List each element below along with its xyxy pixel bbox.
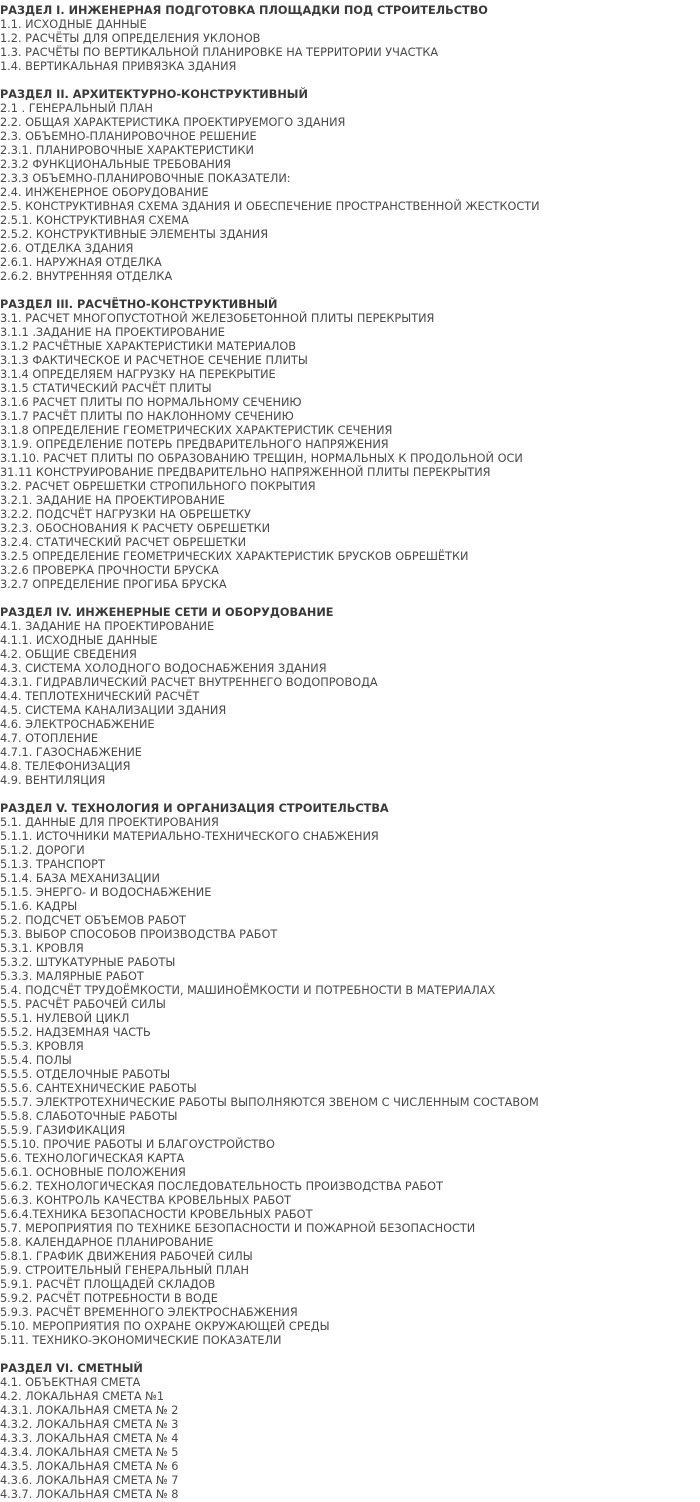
toc-item: 4.8. ТЕЛЕФОНИЗАЦИЯ xyxy=(0,760,131,773)
toc-item: 3.2.3. ОБОСНОВАНИЯ К РАСЧЕТУ ОБРЕШЕТКИ xyxy=(0,522,271,535)
toc-item: 4.3.2. ЛОКАЛЬНАЯ СМЕТА № 3 xyxy=(0,1418,179,1431)
section-title: РАЗДЕЛ I. ИНЖЕНЕРНАЯ ПОДГОТОВКА ПЛОЩАДКИ ПОД СТРОИТЕЛЬСТВО xyxy=(0,4,488,17)
toc-section xyxy=(0,606,700,788)
toc-item: 4.3.1. ГИДРАВЛИЧЕСКИЙ РАСЧЕТ ВНУТРЕННЕГО ВОДОПРОВОДА xyxy=(0,676,378,689)
toc-section xyxy=(0,298,700,592)
toc-item: 4.1. ЗАДАНИЕ НА ПРОЕКТИРОВАНИЕ xyxy=(0,620,215,633)
toc-item: 2.2. ОБЩАЯ ХАРАКТЕРИСТИКА ПРОЕКТИРУЕМОГО ЗДАНИЯ xyxy=(0,116,346,129)
section-title: РАЗДЕЛ II. АРХИТЕКТУРНО-КОНСТРУКТИВНЫЙ xyxy=(0,88,308,101)
toc-item: 5.5.9. ГАЗИФИКАЦИЯ xyxy=(0,1124,126,1137)
toc-item: 5.5.5. ОТДЕЛОЧНЫЕ РАБОТЫ xyxy=(0,1068,171,1081)
toc-item: 5.10. МЕРОПРИЯТИЯ ПО ОХРАНЕ ОКРУЖАЮЩЕЙ СРЕДЫ xyxy=(0,1320,330,1333)
toc-item: 5.5.3. КРОВЛЯ xyxy=(0,1040,84,1053)
toc-item: 3.1.2 РАСЧЁТНЫЕ ХАРАКТЕРИСТИКИ МАТЕРИАЛОВ xyxy=(0,340,297,353)
toc-item: 2.4. ИНЖЕНЕРНОЕ ОБОРУДОВАНИЕ xyxy=(0,186,209,199)
toc-item: 5.8.1. ГРАФИК ДВИЖЕНИЯ РАБОЧЕЙ СИЛЫ xyxy=(0,1250,253,1263)
toc-item: 5.8. КАЛЕНДАРНОЕ ПЛАНИРОВАНИЕ xyxy=(0,1236,214,1249)
toc-item: 5.5. РАСЧЁТ РАБОЧЕЙ СИЛЫ xyxy=(0,998,166,1011)
toc-item: 5.9.1. РАСЧЁТ ПЛОЩАДЕЙ СКЛАДОВ xyxy=(0,1278,216,1291)
toc-item: 5.3.2. ШТУКАТУРНЫЕ РАБОТЫ xyxy=(0,956,176,969)
toc-item: 4.6. ЭЛЕКТРОСНАБЖЕНИЕ xyxy=(0,718,155,731)
toc-item: 5.1.3. ТРАНСПОРТ xyxy=(0,858,105,871)
toc-item: 5.1.4. БАЗА МЕХАНИЗАЦИИ xyxy=(0,872,160,885)
toc-item: 3.1.4 ОПРЕДЕЛЯЕМ НАГРУЗКУ НА ПЕРЕКРЫТИЕ xyxy=(0,368,276,381)
toc-item: 5.5.6. САНТЕХНИЧЕСКИЕ РАБОТЫ xyxy=(0,1082,197,1095)
toc-item: 2.5. КОНСТРУКТИВНАЯ СХЕМА ЗДАНИЯ И ОБЕСПЕЧЕНИЕ ПРОСТРАНСТВЕННОЙ ЖЕСТКОСТИ xyxy=(0,200,540,213)
toc-item: 2.3.3 ОБЪЕМНО-ПЛАНИРОВОЧНЫЕ ПОКАЗАТЕЛИ: xyxy=(0,172,291,185)
toc-item: 5.2. ПОДСЧЕТ ОБЪЕМОВ РАБОТ xyxy=(0,914,186,927)
toc-item: 2.5.1. КОНСТРУКТИВНАЯ СХЕМА xyxy=(0,214,189,227)
toc-item: 5.5.10. ПРОЧИЕ РАБОТЫ И БЛАГОУСТРОЙСТВО xyxy=(0,1138,275,1151)
toc-item: 2.6.1. НАРУЖНАЯ ОТДЕЛКА xyxy=(0,256,162,269)
toc-item: 3.1.6 РАСЧЕТ ПЛИТЫ ПО НОРМАЛЬНОМУ СЕЧЕНИЮ xyxy=(0,396,302,409)
toc-item: 4.3.1. ЛОКАЛЬНАЯ СМЕТА № 2 xyxy=(0,1404,179,1417)
toc-section xyxy=(0,1362,700,1502)
toc-item: 3.1.1 .ЗАДАНИЕ НА ПРОЕКТИРОВАНИЕ xyxy=(0,326,225,339)
toc-item: 5.5.4. ПОЛЫ xyxy=(0,1054,72,1067)
toc-item: 5.9.3. РАСЧЁТ ВРЕМЕННОГО ЭЛЕКТРОСНАБЖЕНИЯ xyxy=(0,1306,298,1319)
toc-item: 5.9. СТРОИТЕЛЬНЫЙ ГЕНЕРАЛЬНЫЙ ПЛАН xyxy=(0,1264,250,1277)
toc-item: 5.6.2. ТЕХНОЛОГИЧЕСКАЯ ПОСЛЕДОВАТЕЛЬНОСТЬ ПРОИЗВОДСТВА РАБОТ xyxy=(0,1180,443,1193)
toc-item: 3.1.7 РАСЧЁТ ПЛИТЫ ПО НАКЛОННОМУ СЕЧЕНИЮ xyxy=(0,410,294,423)
toc-item: 5.1. ДАННЫЕ ДЛЯ ПРОЕКТИРОВАНИЯ xyxy=(0,816,219,829)
toc-item: 4.3.5. ЛОКАЛЬНАЯ СМЕТА № 6 xyxy=(0,1460,179,1473)
toc-item: 5.5.1. НУЛЕВОЙ ЦИКЛ xyxy=(0,1012,130,1025)
toc-item: 2.5.2. КОНСТРУКТИВНЫЕ ЭЛЕМЕНТЫ ЗДАНИЯ xyxy=(0,228,269,241)
toc-item: 3.2.5 ОПРЕДЕЛЕНИЕ ГЕОМЕТРИЧЕСКИХ ХАРАКТЕРИСТИК БРУСКОВ ОБРЕШЁТКИ xyxy=(0,550,469,563)
toc-item: 3.1.9. ОПРЕДЕЛЕНИЕ ПОТЕРЬ ПРЕДВАРИТЕЛЬНОГО НАПРЯЖЕНИЯ xyxy=(0,438,389,451)
toc-item: 5.1.6. КАДРЫ xyxy=(0,900,78,913)
section-title: РАЗДЕЛ VI. СМЕТНЫЙ xyxy=(0,1362,143,1375)
toc-item: 3.2.1. ЗАДАНИЕ НА ПРОЕКТИРОВАНИЕ xyxy=(0,494,225,507)
toc-item: 5.4. ПОДСЧЁТ ТРУДОЁМКОСТИ, МАШИНОЁМКОСТИ И ПОТРЕБНОСТИ В МАТЕРИАЛАХ xyxy=(0,984,496,997)
toc-item: 4.1. ОБЪЕКТНАЯ СМЕТА xyxy=(0,1376,141,1389)
toc-item: 5.6. ТЕХНОЛОГИЧЕСКАЯ КАРТА xyxy=(0,1152,185,1165)
toc-item: 3.2.6 ПРОВЕРКА ПРОЧНОСТИ БРУСКА xyxy=(0,564,219,577)
toc-item: 5.11. ТЕХНИКО-ЭКОНОМИЧЕСКИЕ ПОКАЗАТЕЛИ xyxy=(0,1334,282,1347)
toc-item: 4.5. СИСТЕМА КАНАЛИЗАЦИИ ЗДАНИЯ xyxy=(0,704,227,717)
section-title: РАЗДЕЛ III. РАСЧЁТНО-КОНСТРУКТИВНЫЙ xyxy=(0,298,278,311)
toc-item: 5.1.1. ИСТОЧНИКИ МАТЕРИАЛЬНО-ТЕХНИЧЕСКОГО СНАБЖЕНИЯ xyxy=(0,830,379,843)
toc-item: 3.2.4. СТАТИЧЕСКИЙ РАСЧЕТ ОБРЕШЕТКИ xyxy=(0,536,247,549)
toc-item: 2.3.2 ФУНКЦИОНАЛЬНЫЕ ТРЕБОВАНИЯ xyxy=(0,158,231,171)
toc-item: 3.1.10. РАСЧЕТ ПЛИТЫ ПО ОБРАЗОВАНИЮ ТРЕЩИН, НОРМАЛЬНЫХ К ПРОДОЛЬНОЙ ОСИ xyxy=(0,452,523,465)
toc-item: 4.4. ТЕПЛОТЕХНИЧЕСКИЙ РАСЧЁТ xyxy=(0,690,200,703)
toc-item: 1.3. РАСЧЁТЫ ПО ВЕРТИКАЛЬНОЙ ПЛАНИРОВКЕ НА ТЕРРИТОРИИ УЧАСТКА xyxy=(0,46,439,59)
toc-section xyxy=(0,88,700,284)
toc-item: 1.1. ИСХОДНЫЕ ДАННЫЕ xyxy=(0,18,147,31)
toc-item: 4.3.3. ЛОКАЛЬНАЯ СМЕТА № 4 xyxy=(0,1432,179,1445)
toc-item: 5.9.2. РАСЧЁТ ПОТРЕБНОСТИ В ВОДЕ xyxy=(0,1292,218,1305)
toc-item: 3.2.7 ОПРЕДЕЛЕНИЕ ПРОГИБА БРУСКА xyxy=(0,578,227,591)
toc-item: 3.1.3 ФАКТИЧЕСКОЕ И РАСЧЕТНОЕ СЕЧЕНИЕ ПЛИТЫ xyxy=(0,354,308,367)
toc-item: 2.3. ОБЪЕМНО-ПЛАНИРОВОЧНОЕ РЕШЕНИЕ xyxy=(0,130,257,143)
section-title: РАЗДЕЛ IV. ИНЖЕНЕРНЫЕ СЕТИ И ОБОРУДОВАНИЕ xyxy=(0,606,334,619)
toc-item: 2.6.2. ВНУТРЕННЯЯ ОТДЕЛКА xyxy=(0,270,173,283)
toc-item: 4.7. ОТОПЛЕНИЕ xyxy=(0,732,99,745)
toc-item: 4.3.6. ЛОКАЛЬНАЯ СМЕТА № 7 xyxy=(0,1474,179,1487)
toc-item: 4.2. ЛОКАЛЬНАЯ СМЕТА №1 xyxy=(0,1390,165,1403)
toc-item: 4.9. ВЕНТИЛЯЦИЯ xyxy=(0,774,106,787)
toc-item: 3.2.2. ПОДСЧЁТ НАГРУЗКИ НА ОБРЕШЕТКУ xyxy=(0,508,251,521)
toc-item: 5.1.5. ЭНЕРГО- И ВОДОСНАБЖЕНИЕ xyxy=(0,886,212,899)
toc-item: 5.3.1. КРОВЛЯ xyxy=(0,942,84,955)
toc-item: 5.6.4.ТЕХНИКА БЕЗОПАСНОСТИ КРОВЕЛЬНЫХ РАБОТ xyxy=(0,1208,313,1221)
toc-item: 5.5.7. ЭЛЕКТРОТЕХНИЧЕСКИЕ РАБОТЫ ВЫПОЛНЯЮТСЯ ЗВЕНОМ С ЧИСЛЕННЫМ СОСТАВОМ xyxy=(0,1096,539,1109)
toc-item: 5.6.1. ОСНОВНЫЕ ПОЛОЖЕНИЯ xyxy=(0,1166,186,1179)
toc-item: 4.3.7. ЛОКАЛЬНАЯ СМЕТА № 8 xyxy=(0,1488,179,1501)
toc-item: 4.1.1. ИСХОДНЫЕ ДАННЫЕ xyxy=(0,634,158,647)
toc-item: 5.3.3. МАЛЯРНЫЕ РАБОТ xyxy=(0,970,144,983)
toc-item: 5.5.2. НАДЗЕМНАЯ ЧАСТЬ xyxy=(0,1026,151,1039)
toc-item: 1.2. РАСЧЁТЫ ДЛЯ ОПРЕДЕЛЕНИЯ УКЛОНОВ xyxy=(0,32,261,45)
toc-item: 3.2. РАСЧЕТ ОБРЕШЕТКИ СТРОПИЛЬНОГО ПОКРЫТИЯ xyxy=(0,480,316,493)
toc-item: 5.3. ВЫБОР СПОСОБОВ ПРОИЗВОДСТВА РАБОТ xyxy=(0,928,278,941)
toc-item: 4.3. СИСТЕМА ХОЛОДНОГО ВОДОСНАБЖЕНИЯ ЗДАНИЯ xyxy=(0,662,327,675)
toc-item: 1.4. ВЕРТИКАЛЬНАЯ ПРИВЯЗКА ЗДАНИЯ xyxy=(0,60,237,73)
toc-item: 5.1.2. ДОРОГИ xyxy=(0,844,85,857)
toc-item: 5.7. МЕРОПРИЯТИЯ ПО ТЕХНИКЕ БЕЗОПАСНОСТИ И ПОЖАРНОЙ БЕЗОПАСНОСТИ xyxy=(0,1222,476,1235)
toc-item: 4.7.1. ГАЗОСНАБЖЕНИЕ xyxy=(0,746,142,759)
toc-item: 3.1. РАСЧЕТ МНОГОПУСТОТНОЙ ЖЕЛЕЗОБЕТОННОЙ ПЛИТЫ ПЕРЕКРЫТИЯ xyxy=(0,312,435,325)
toc-item: 2.6. ОТДЕЛКА ЗДАНИЯ xyxy=(0,242,134,255)
section-title: РАЗДЕЛ V. ТЕХНОЛОГИЯ И ОРГАНИЗАЦИЯ СТРОИТЕЛЬСТВА xyxy=(0,802,389,815)
toc-item: 3.1.5 СТАТИЧЕСКИЙ РАСЧЁТ ПЛИТЫ xyxy=(0,382,212,395)
toc-section xyxy=(0,4,700,74)
toc-item: 3.1.8 ОПРЕДЕЛЕНИЕ ГЕОМЕТРИЧЕСКИХ ХАРАКТЕРИСТИК СЕЧЕНИЯ xyxy=(0,424,393,437)
toc-item: 4.3.4. ЛОКАЛЬНАЯ СМЕТА № 5 xyxy=(0,1446,179,1459)
toc-item: 2.1 . ГЕНЕРАЛЬНЫЙ ПЛАН xyxy=(0,102,153,115)
toc-section xyxy=(0,802,700,1348)
toc-item: 4.2. ОБЩИЕ СВЕДЕНИЯ xyxy=(0,648,137,661)
toc-item: 5.5.8. СЛАБОТОЧНЫЕ РАБОТЫ xyxy=(0,1110,178,1123)
toc-item: 5.6.3. КОНТРОЛЬ КАЧЕСТВА КРОВЕЛЬНЫХ РАБОТ xyxy=(0,1194,291,1207)
toc-item: 2.3.1. ПЛАНИРОВОЧНЫЕ ХАРАКТЕРИСТИКИ xyxy=(0,144,254,157)
toc-item: 31.11 КОНСТРУИРОВАНИЕ ПРЕДВАРИТЕЛЬНО НАПРЯЖЕННОЙ ПЛИТЫ ПЕРЕКРЫТИЯ xyxy=(0,466,491,479)
